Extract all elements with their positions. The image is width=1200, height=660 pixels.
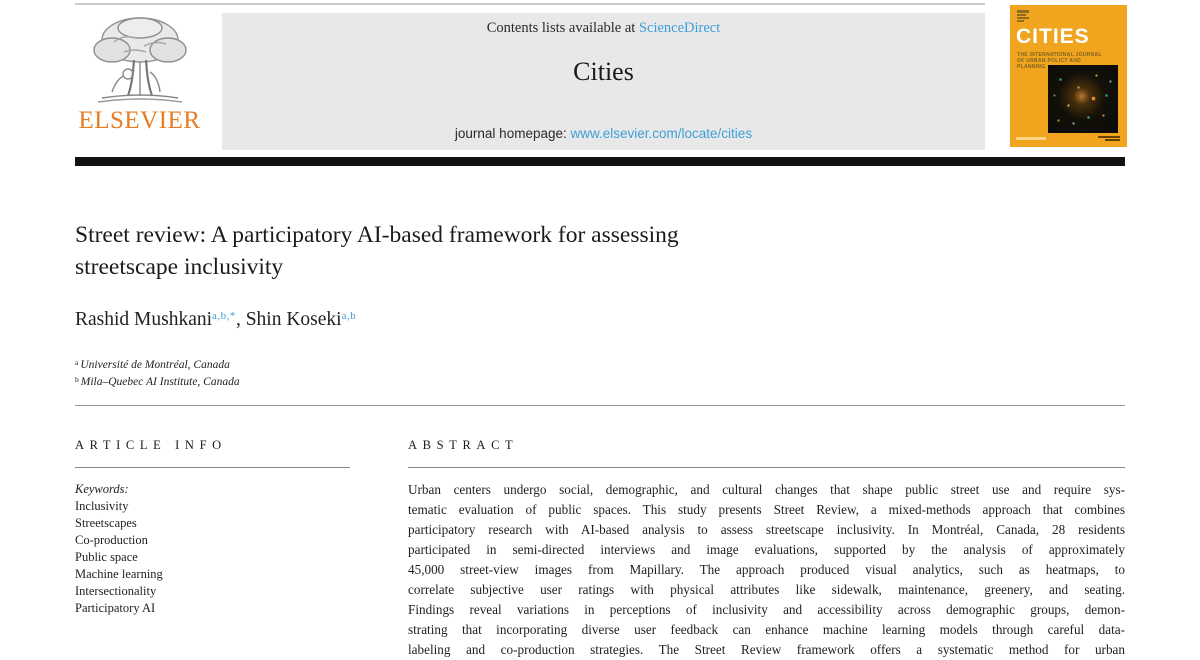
abstract-section: [408, 438, 1125, 660]
elsevier-tree-icon: [72, 12, 207, 106]
article-info-heading: ARTICLE INFO: [75, 438, 227, 452]
cover-city-aerial-image: [1048, 65, 1118, 133]
cover-imprint-microtext: [1098, 135, 1120, 141]
sciencedirect-link[interactable]: ScienceDirect: [638, 20, 721, 36]
abstract-rule: [408, 467, 1125, 468]
contents-prefix: Contents lists available at: [486, 20, 639, 36]
keywords-label: Keywords:: [75, 482, 129, 496]
abstract-line: Urban centers undergo social, demographic, and cultural changes that shape public street use and require sys-: [408, 482, 1125, 497]
keyword-item: Streetscapes: [75, 516, 137, 530]
abstract-text: [408, 480, 1125, 660]
cover-title: CITIES: [1016, 25, 1090, 48]
affiliation-list: [75, 356, 240, 389]
journal-name: Cities: [573, 57, 634, 86]
abstract-line: correlate subjective user ratings with physical attributes like sidewalk, maintenance, greenery, and seating.: [408, 582, 1125, 597]
homepage-prefix: journal homepage:: [454, 126, 571, 141]
journal-cover-thumbnail: [1010, 5, 1127, 147]
abstract-line: labeling and co-production strategies. The Street Review framework offers a systematic method for urban: [408, 642, 1125, 657]
journal-homepage-link[interactable]: www.elsevier.com/locate/cities: [570, 126, 753, 141]
article-info-rule: [75, 467, 350, 468]
publisher-mini-emblem-icon: [1017, 10, 1029, 24]
keyword-item: Public space: [75, 550, 138, 564]
cover-issn-microtext: [1016, 137, 1046, 140]
author-list: [75, 309, 356, 331]
abstract-line: tematic evaluation of public spaces. This study presents Street Review, a mixed-methods approach that combines: [408, 502, 1125, 517]
keywords-block: [75, 481, 350, 617]
article-title: [75, 219, 955, 283]
keyword-item: Machine learning: [75, 567, 163, 581]
header-top-rule: [75, 3, 985, 5]
homepage-line: [222, 126, 985, 141]
city-lights-dots: [1048, 65, 1049, 66]
abstract-line: 45,000 street-view images from Mapillary. The approach produced visual analytics, such as heatmaps, to: [408, 562, 1125, 577]
elsevier-wordmark: ELSEVIER: [78, 107, 201, 134]
affiliation-item: $^a$ Université de Montréal, Canada: [75, 358, 230, 371]
author-affiliation-sup[interactable]: a,b,*: [212, 310, 236, 322]
author-separator: ,: [235, 309, 246, 330]
abstract-line: strating that incorporating diverse user feedback can enhance machine learning models through careful data-: [408, 622, 1125, 637]
cover-subtitle: THE INTERNATIONAL JOURNAL OF URBAN POLICY AND PLANNING: [1017, 52, 1102, 70]
abstract-heading: ABSTRACT: [408, 438, 519, 452]
article-info-section: [75, 438, 350, 617]
header-divider-bar: [75, 157, 1125, 166]
journal-banner: [222, 13, 985, 150]
keyword-item: Participatory AI: [75, 601, 156, 615]
elsevier-logo: [72, 12, 207, 148]
author-name: Shin Koseki: [245, 309, 342, 330]
author-affiliation-sup: a,b: [341, 310, 357, 322]
keyword-item: Inclusivity: [75, 499, 129, 513]
article-title-line1: Street review: A participatory AI-based framework for assessing: [75, 222, 679, 248]
contents-line: [222, 20, 985, 37]
abstract-line: participated in semi-directed interviews and image evaluations, supported by the analysis of approximately: [408, 542, 1125, 557]
keyword-item: Intersectionality: [75, 584, 157, 598]
abstract-line: Findings reveal variations in perceptions of inclusivity and accessibility across demographic groups, demon-: [408, 602, 1125, 617]
section-divider-rule: [75, 405, 1125, 406]
article-title-line2: streetscape inclusivity: [75, 254, 284, 280]
author-name: Rashid Mushkani: [75, 309, 213, 330]
abstract-line: participatory research with AI-based analysis to assess streetscape inclusivity. In Montréal, Canada, 28 residents: [408, 522, 1125, 537]
keyword-item: Co-production: [75, 533, 148, 547]
affiliation-item: $^b$ Mila–Quebec AI Institute, Canada: [75, 374, 240, 388]
